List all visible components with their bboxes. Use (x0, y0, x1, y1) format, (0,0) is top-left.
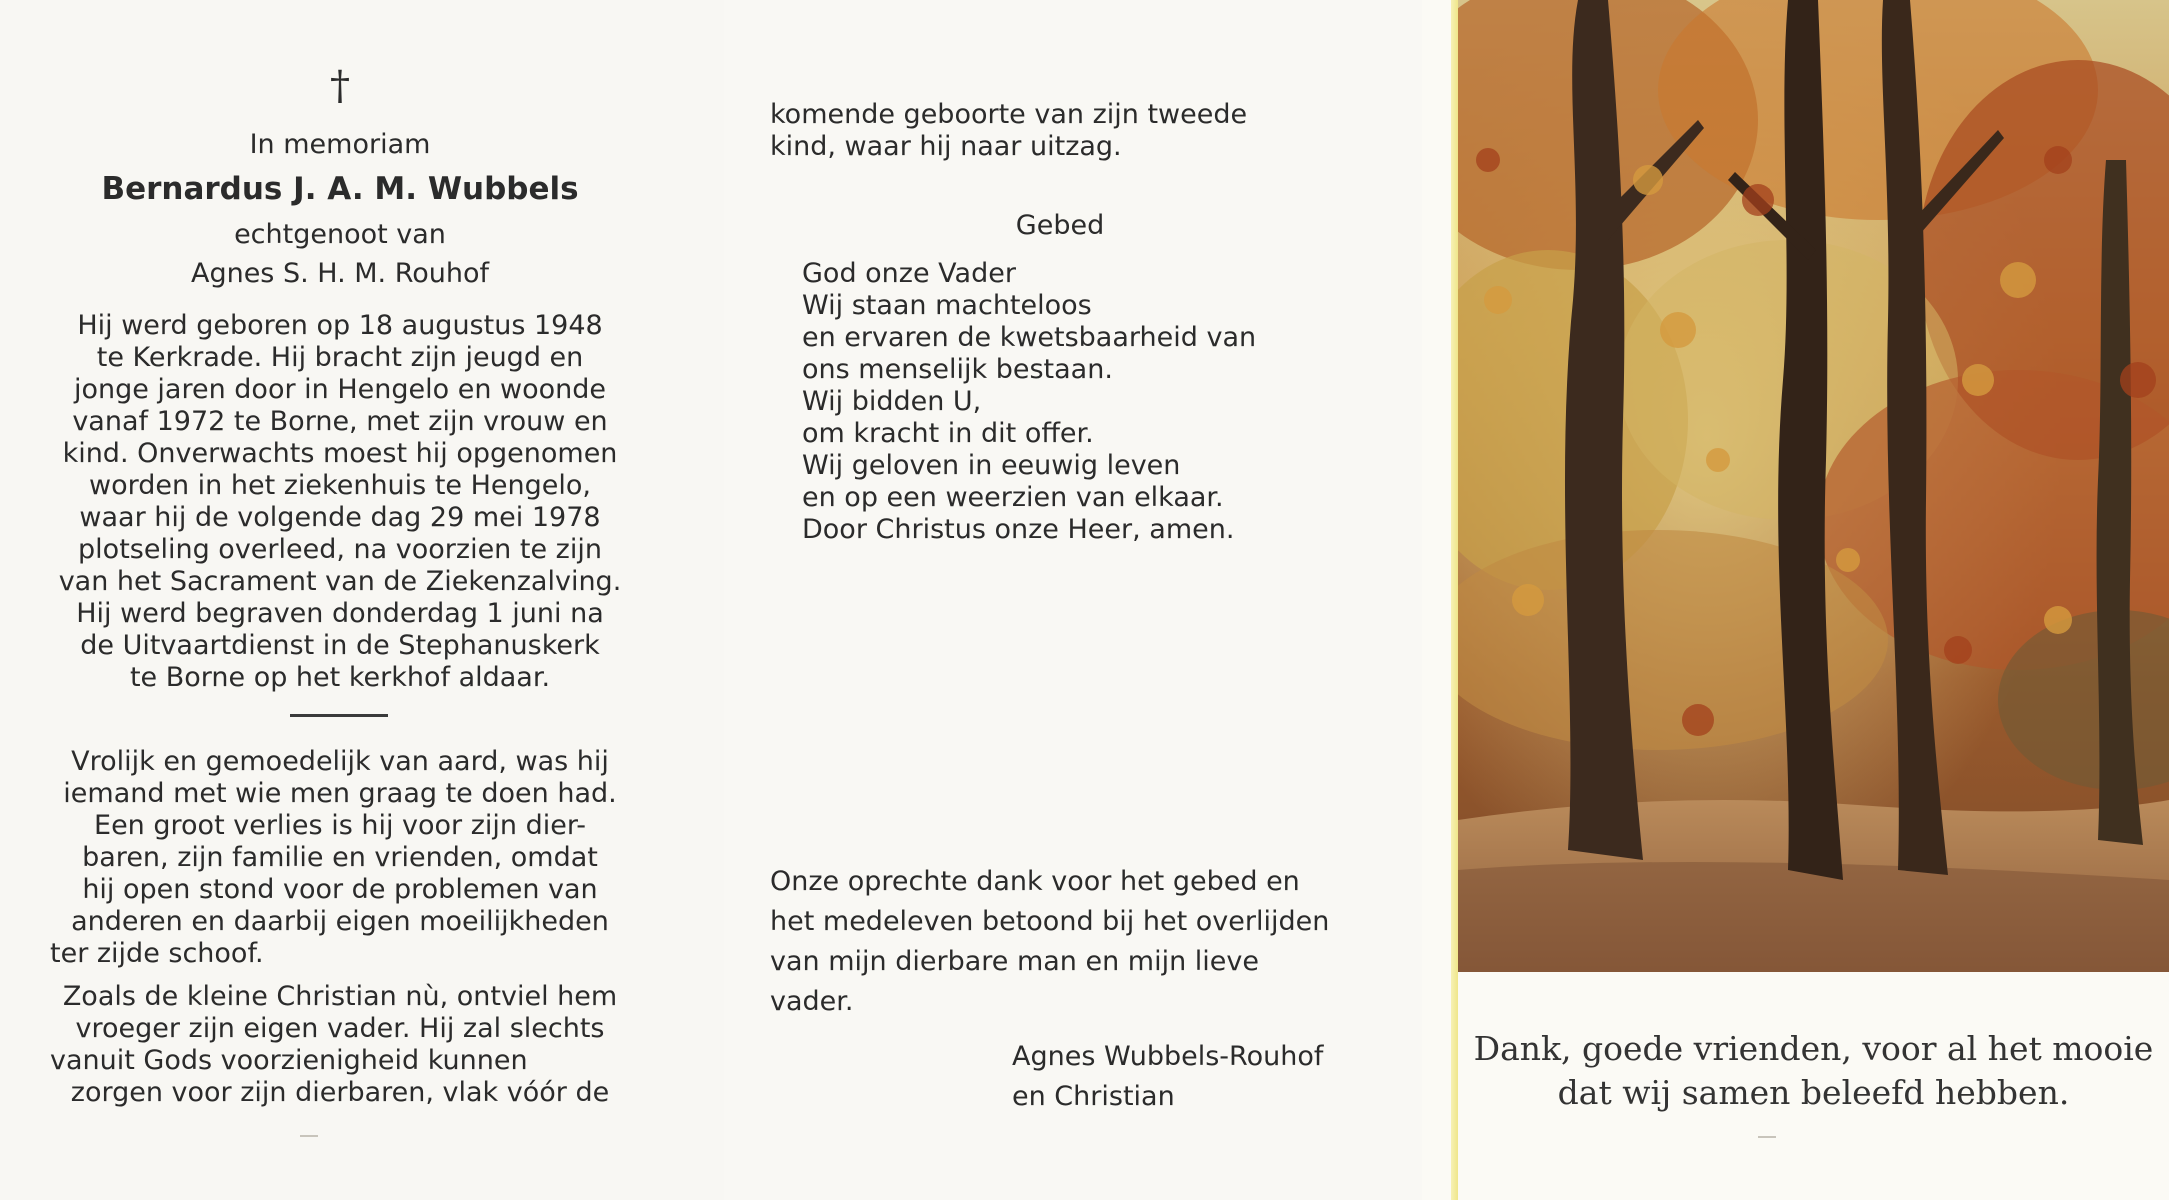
cross-symbol: † (330, 63, 350, 109)
prayer-line: ons menselijk bestaan. (802, 354, 1113, 385)
continued-line: komende geboorte van zijn tweede (770, 99, 1248, 130)
para1-line: hij open stond voor de problemen van (82, 874, 598, 905)
bio-line: te Borne op het kerkhof aldaar. (129, 662, 551, 693)
prayer-title: Gebed (1015, 210, 1105, 241)
autumn-forest-photo (1458, 0, 2169, 972)
prayer-line: en op een weerzien van elkaar. (802, 482, 1224, 513)
bio-line: kind. Onverwachts moest hij opgenomen (62, 438, 618, 469)
bio-line: Hij werd begraven donderdag 1 juni na (76, 598, 604, 629)
paper-speck (300, 1135, 318, 1137)
thanks-line: van mijn dierbare man en mijn lieve (770, 946, 1260, 977)
prayer-line: Wij bidden U, (802, 386, 982, 417)
prayer-line: om kracht in dit offer. (802, 418, 1094, 449)
prayer-line: Wij staan machteloos (802, 290, 1092, 321)
bio-line: Hij werd geboren op 18 augustus 1948 (77, 310, 603, 341)
in-memoriam-heading: In memoriam (249, 129, 431, 160)
bio-line: plotseling overleed, na voorzien te zijn (78, 534, 602, 565)
para2-line: vroeger zijn eigen vader. Hij zal slechts (75, 1013, 605, 1044)
para2-line: Zoals de kleine Christian nù, ontviel hem (62, 981, 618, 1012)
para1-line: anderen en daarbij eigen moeilijkheden (71, 906, 609, 937)
para2-line: vanuit Gods voorzienigheid kunnen (50, 1045, 528, 1076)
bio-line: jonge jaren door in Hengelo en woonde (73, 374, 607, 405)
bio-line: worden in het ziekenhuis te Hengelo, (89, 470, 591, 501)
bio-line: te Kerkrade. Hij bracht zijn jeugd en (96, 342, 584, 373)
prayer-line: Door Christus onze Heer, amen. (802, 514, 1235, 545)
para1-line: Een groot verlies is hij voor zijn dier- (94, 810, 586, 841)
caption-line: Dank, goede vrienden, voor al het mooie (1473, 1029, 2154, 1068)
spouse-name: Agnes S. H. M. Rouhof (190, 258, 490, 289)
para1-line: iemand met wie men graag te doen had. (63, 778, 617, 809)
para1-line: ter zijde schoof. (50, 938, 264, 969)
card-edge-strip (1451, 0, 1458, 1200)
thanks-line: het medeleven betoond bij het overlijden (770, 906, 1330, 937)
divider-rule (290, 714, 388, 717)
para2-line: zorgen voor zijn dierbaren, vlak vóór de (70, 1077, 610, 1108)
caption-line: dat wij samen beleefd hebben. (1557, 1073, 2070, 1112)
signature-line: Agnes Wubbels-Rouhof (1012, 1041, 1324, 1072)
deceased-name: Bernardus J. A. M. Wubbels (101, 171, 579, 207)
para1-line: Vrolijk en gemoedelijk van aard, was hij (71, 746, 609, 777)
continued-line: kind, waar hij naar uitzag. (770, 131, 1122, 162)
bio-line: waar hij de volgende dag 29 mei 1978 (79, 502, 601, 533)
spouse-of-label: echtgenoot van (234, 219, 446, 250)
para1-line: baren, zijn familie en vrienden, omdat (82, 842, 598, 873)
prayer-line: Wij geloven in eeuwig leven (802, 450, 1181, 481)
signature-line: en Christian (1012, 1081, 1175, 1112)
thanks-line: vader. (770, 986, 854, 1017)
prayer-line: en ervaren de kwetsbaarheid van (802, 322, 1257, 353)
paper-speck (1758, 1136, 1776, 1138)
bio-line: de Uitvaartdienst in de Stephanuskerk (80, 630, 600, 661)
bio-line: vanaf 1972 te Borne, met zijn vrouw en (72, 406, 608, 437)
prayer-line: God onze Vader (802, 258, 1016, 289)
bio-line: van het Sacrament van de Ziekenzalving. (58, 566, 622, 597)
thanks-line: Onze oprechte dank voor het gebed en (770, 866, 1300, 897)
